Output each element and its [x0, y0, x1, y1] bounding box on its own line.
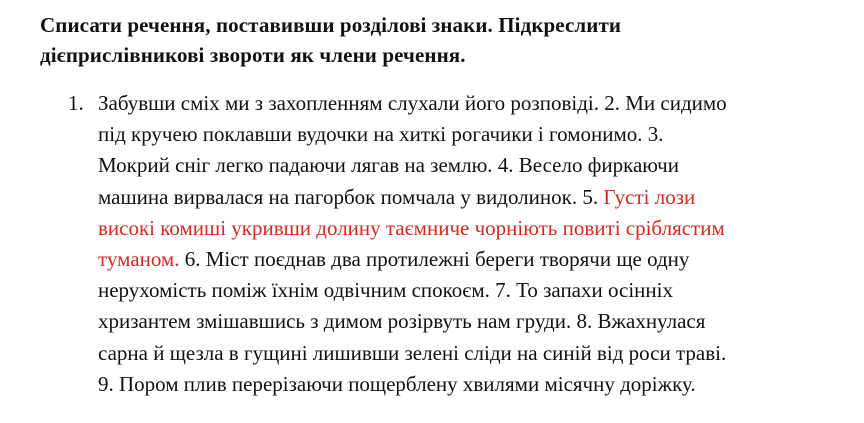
text-line-7	[98, 275, 848, 306]
text-line-2	[98, 119, 848, 150]
highlighted-sentence-part-1: Густі лози	[603, 184, 696, 209]
text-line-8	[98, 306, 848, 337]
list-item-text	[98, 88, 848, 400]
text-line-9-black: сарна й щезла в гущині лишивши зелені сліди на синій від роси траві.	[98, 340, 727, 365]
text-line-7-black: нерухомість поміж їхнім одвічним спокоєм. 7. То запахи осінніх	[98, 278, 673, 303]
text-line-10	[98, 369, 848, 400]
text-line-8-black: хризантем змішавшись з димом розірвуть нам груди. 8. Вжахнулася	[98, 309, 706, 334]
text-line-2-black: під кручею поклавши вудочки на хиткі рогачики і гомонимо. 3.	[98, 122, 664, 147]
text-line-5	[98, 213, 848, 244]
text-line-4-black: машина вирвалася на пагорбок помчала у видолинок. 5.	[98, 184, 604, 209]
highlighted-sentence-part-3: туманом.	[98, 246, 180, 271]
text-line-3-black: Мокрий сніг легко падаючи лягав на землю. 4. Весело фиркаючи	[98, 153, 679, 178]
text-line-4	[98, 182, 848, 213]
text-line-9	[98, 338, 848, 369]
text-line-6-black: 6. Міст поєднав два протилежні береги творячи ще одну	[179, 246, 690, 271]
task-heading-line-1: Списати речення, поставивши розділові знаки. Підкреслити	[40, 13, 622, 37]
text-line-1-black: Забувши сміх ми з захопленням слухали його розповіді. 2. Ми сидимо	[98, 91, 727, 115]
task-heading	[40, 10, 840, 70]
task-heading-line-2: дієприслівникові звороти як члени речення.	[40, 43, 466, 67]
text-line-1	[98, 88, 848, 119]
text-line-3	[98, 150, 848, 181]
list-item-number: 1.	[68, 91, 84, 115]
text-line-6	[98, 244, 848, 275]
highlighted-sentence-part-2: високі комиші укривши долину таємниче чорніють повиті сріблястим	[98, 215, 725, 240]
text-line-10-black: 9. Пором плив перерізаючи пощерблену хвилями місячну доріжку.	[98, 371, 696, 396]
